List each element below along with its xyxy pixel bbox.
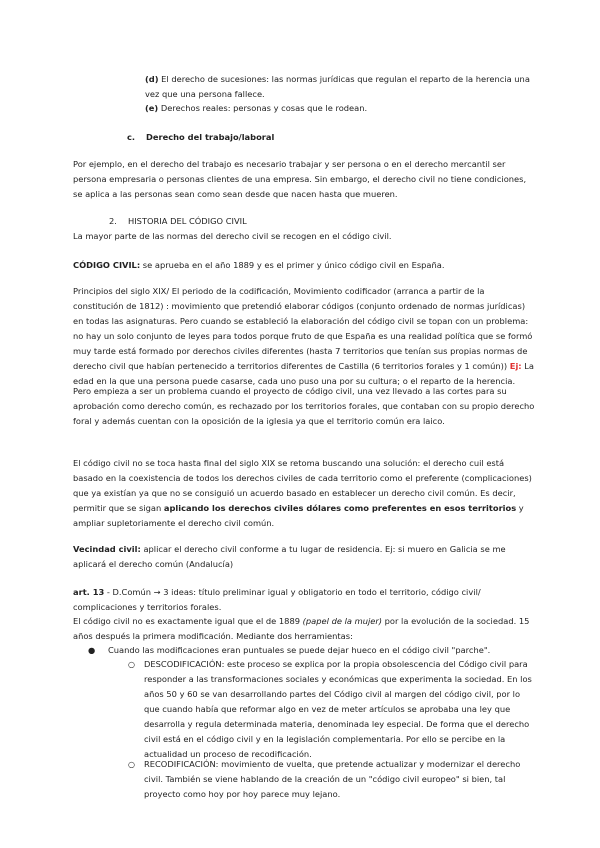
list-label-e: (e)	[145, 103, 159, 113]
list-text-d: El derecho de sucesiones: las normas jurídicas que regulan el reparto de la herencia una vez que una persona fallece.	[145, 74, 530, 99]
principios-text: Principios del siglo XIX/ El periodo de la codificación, Movimiento codificador (arranca a partir de la constitución de 1812) : movimiento que pretendió elaborar códigos (conjunto ordenado de normas jurídicas) en todas las asignaturas. Pero cuando se estableció la elaboración del código civil se topan con un problema: no hay un solo conjunto de leyes para todos porque fruto de que España es una realidad política que se formó muy tarde está formado por derechos civiles diferentes (hasta 7 territorios que tenían sus propias normas de derecho civil que habían pertenecido a territorios diferentes de Castilla (6 territorios forales y 1 común))	[73, 286, 533, 371]
no-exacto-italic: (papel de la mujer)	[302, 616, 383, 626]
sub-bullet-text-1: DESCODIFICACIÓN: este proceso se explica por la propia obsolescencia del Código civil para responder a las transformaciones sociales y económicas que experimenta la sociedad. En los años 50 y 60 se van desarrollando partes del Código civil al margen del código civil, por lo que cuando había que reformar algo en vez de meter artículos se aprobaba una ley que desarrolla y regula determinada materia, denominada ley especial. De forma que el derecho civil está en el código civil y en la legislación complementaria. Por ello se percibe en la actualidad un proceso de recodificación.	[144, 659, 532, 759]
paragraph-codigo-civil	[73, 258, 535, 273]
section-c-title: Derecho del trabajo/laboral	[146, 132, 275, 142]
principios-ej-text: La edad en la que una persona puede casarse, cada uno puso una por su cultura; o el reparto de la herencia.	[73, 361, 534, 386]
list-item-d	[145, 72, 535, 102]
vecindad-label: Vecindad civil:	[73, 544, 141, 554]
bullet-icon: ●	[88, 645, 96, 655]
no-toca-bold: aplicando los derechos civiles dólares como preferentes en esos territorios	[163, 503, 517, 513]
art13-label: art. 13	[73, 587, 105, 597]
codigo-civil-text: se aprueba en el año 1889 y es el primer y único código civil en España.	[140, 260, 445, 270]
section-2-title: HISTORIA DEL CÓDIGO CIVIL	[128, 216, 247, 226]
art13-text: - D.Común → 3 ideas: título preliminar igual y obligatorio en todo el territorio, código civil/ complicaciones y territorios forales.	[73, 587, 481, 612]
bullet-text: Cuando las modificaciones eran puntuales se puede dejar hueco en el código civil "parche".	[108, 645, 491, 655]
list-item-e	[145, 101, 535, 116]
paragraph-example: Por ejemplo, en el derecho del trabajo es necesario trabajar y ser persona o en el derecho mercantil ser persona empresaria o personas clientes de una empresa. Sin embargo, el derecho civil no tiene condiciones, se aplica a las personas sean como sean desde que nacen hasta que mueren.	[73, 159, 527, 199]
ej-label: Ej:	[509, 361, 522, 371]
list-text-e: Derechos reales: personas y cosas que le rodean.	[160, 103, 368, 113]
circle-bullet-icon: ○	[128, 760, 135, 769]
paragraph-art13	[73, 585, 535, 615]
section-c-number: c.	[127, 132, 136, 142]
paragraph-principios	[73, 284, 535, 389]
section-2-number: 2.	[109, 216, 117, 226]
circle-bullet-icon: ○	[128, 660, 135, 669]
sub-bullet-text-2: RECODIFICACIÓN: movimiento de vuelta, que pretende actualizar y modernizar el derecho civil. También se viene hablando de la creación de un "código civil europeo" si bien, tal proyecto como hoy por hoy parece muy lejano.	[144, 759, 521, 799]
list-label-d: (d)	[145, 74, 159, 84]
paragraph-problema: Pero empieza a ser un problema cuando el proyecto de código civil, una vez llevado a las cortes para su aprobación como derecho común, es rechazado por los territorios forales, que contaban con su propio derecho foral y además cuentan con la oposición de la iglesia ya que el territorio común era laico.	[73, 386, 535, 426]
no-toca-tail: y ampliar supletoriamente el derecho civil común.	[73, 503, 524, 528]
paragraph-no-exacto	[73, 614, 535, 644]
paragraph-mayor-parte: La mayor parte de las normas del derecho civil se recogen en el código civil.	[73, 231, 392, 241]
no-toca-text: El código civil no se toca hasta final del siglo XIX se retoma buscando una solución: el derecho cuil está basado en la coexistencia de todos los derechos civiles de cada territorio como el preferente (complicaciones) que ya existían ya que no se consiguió un acuerdo basado en establecer un derecho civil común. Es decir, permitir que se sigan	[73, 458, 532, 513]
no-exacto-tail: por la evolución de la sociedad. 15 años después la primera modificación. Mediante dos herramientas:	[73, 616, 530, 641]
codigo-civil-label: CÓDIGO CIVIL:	[73, 260, 141, 270]
paragraph-no-toca	[73, 456, 535, 531]
paragraph-vecindad	[73, 542, 535, 572]
no-exacto-text: El código civil no es exactamente igual que el de 1889	[73, 616, 303, 626]
vecindad-text: aplicar el derecho civil conforme a tu lugar de residencia. Ej: si muero en Galicia se me aplicará el derecho común (Andalucía)	[73, 544, 506, 569]
